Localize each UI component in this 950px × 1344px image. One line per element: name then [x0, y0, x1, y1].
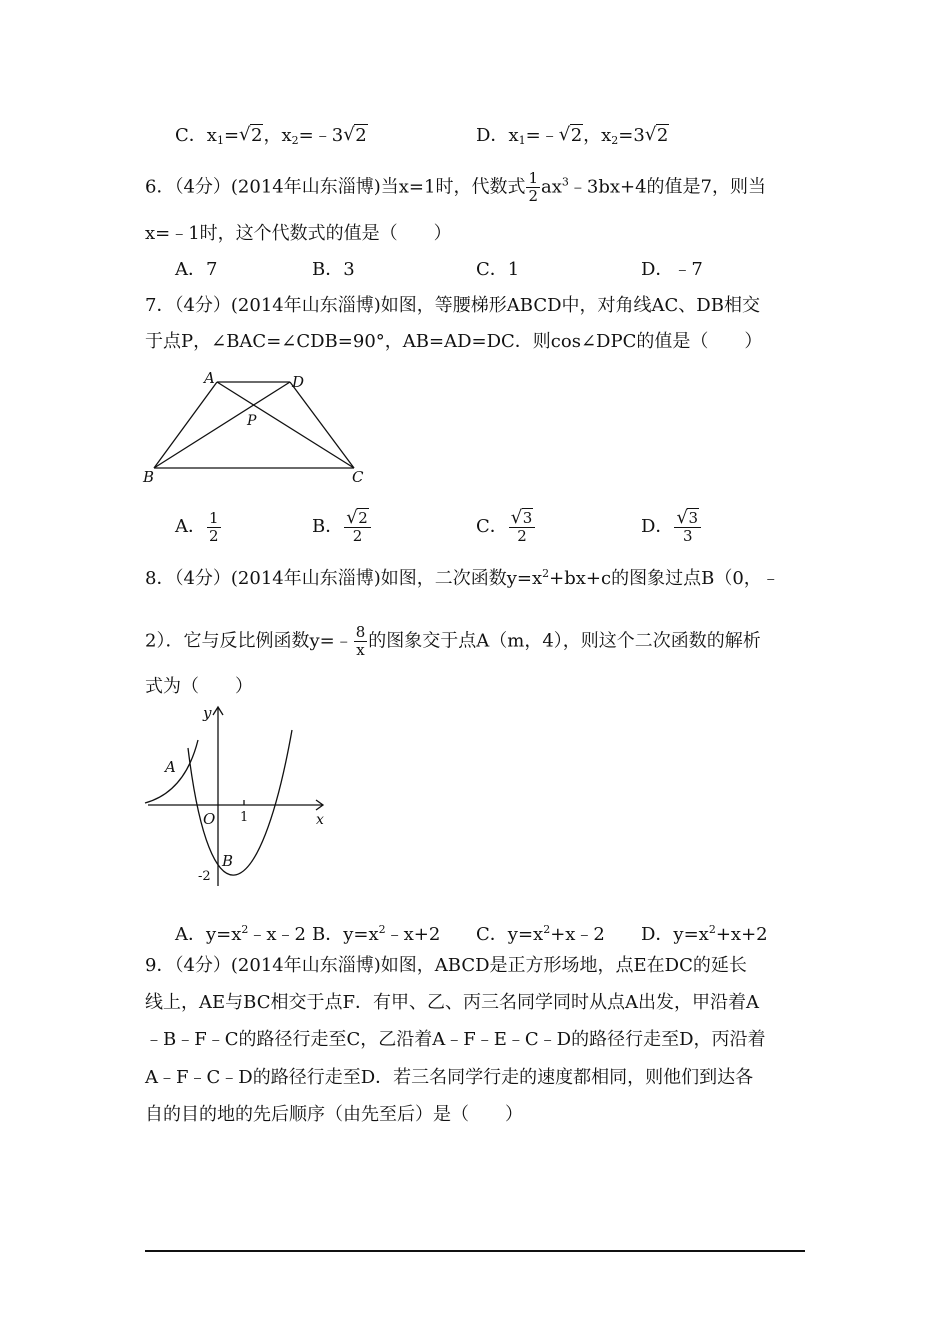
trapezoid-figure: [140, 368, 370, 488]
diagonal-db: [154, 382, 290, 468]
q6-option-b: B．3: [312, 259, 355, 280]
label-d: D: [292, 373, 305, 391]
q8-option-a: A．$y=x^2﹣x﹣2$: [175, 923, 307, 945]
q6-stem-line2: x=﹣1时，这个代数式的值是（ ）: [145, 223, 452, 244]
q7-stem-line2: 于点P，∠BAC=∠CDB=90°，AB=AD=DC．则cos∠DPC的值是（ ）: [145, 331, 763, 352]
label-b: B: [143, 468, 155, 486]
q5-option-c: C．$x_1=√$ 2，$x_2=﹣3√$ 2: [175, 124, 368, 153]
fraction: √ $\frac{3}{3}$: [674, 510, 701, 545]
parabola-curve: [188, 730, 292, 875]
q6-stem-line1: 6．（4分）(2014年山东淄博)当x=1时，代数式 $\frac{1}{2}$ $ax^3﹣3bx+4$的值是7，则当: [145, 169, 767, 205]
sqrt-symbol: √ 2: [343, 124, 367, 148]
sqrt-symbol: √ 2: [559, 124, 583, 148]
q9-stem-line3: ﹣B﹣F﹣C的路径行走至C，乙沿着A﹣F﹣E﹣C﹣D的路径行走至D，丙沿着: [145, 1029, 766, 1050]
label-one: 1: [240, 810, 249, 825]
q7-option-a: A． $\frac{1}{2}$: [175, 508, 219, 545]
sqrt-symbol: √ 2: [645, 124, 669, 148]
footer-divider: [145, 1250, 805, 1252]
fraction: $\frac{8}{x}$: [355, 623, 366, 659]
segment-dc: [290, 382, 354, 468]
q5-option-d: D．$x_1=﹣√$ 2，$x_2=3√$ 2: [476, 124, 669, 153]
diagonal-ac: [217, 382, 354, 468]
q6-option-d: D．﹣7: [641, 259, 703, 280]
label-origin: O: [203, 810, 216, 828]
fraction: $\frac{1}{2}$: [528, 169, 538, 205]
label-c: C: [352, 468, 364, 486]
q9-stem-line1: 9．（4分）(2014年山东淄博)如图，ABCD是正方形场地，点E在DC的延长: [145, 955, 747, 976]
q8-stem-line3: 式为（ ）: [145, 676, 253, 697]
q8-option-b: B．$y=x^2﹣x+2$: [312, 923, 441, 945]
label-b: B: [222, 852, 234, 870]
q7-option-c: C． √ $\frac{3}{2}$: [476, 508, 536, 546]
label-minus-two: -2: [198, 869, 211, 884]
sqrt-symbol: √ 2: [346, 510, 369, 527]
q8-option-d: D．$y=x^2+x+2$: [641, 923, 768, 945]
parabola-figure: [140, 700, 340, 890]
q9-stem-line2: 线上，AE与BC相交于点F．有甲、乙、丙三名同学同时从点A出发，甲沿着A: [145, 992, 759, 1013]
sqrt-symbol: √ 2: [239, 124, 263, 148]
q8-stem-line1: 8．（4分）(2014年山东淄博)如图，二次函数$y=x^2+bx+c$的图象过点B（0，﹣: [145, 567, 780, 589]
segment-ab: [154, 382, 217, 468]
q7-option-d: D． √ $\frac{3}{3}$: [641, 508, 702, 546]
q8-stem-line2: 2）．它与反比例函数y=﹣ $\frac{8}{x}$ 的图象交于点A（m，4），则这个二次函数的解析: [145, 623, 761, 659]
fraction: √ $\frac{3}{2}$: [509, 510, 536, 545]
q9-stem-line5: 自的目的地的先后顺序（由先至后）是（ ）: [145, 1104, 523, 1125]
q7-stem-line1: 7．（4分）(2014年山东淄博)如图，等腰梯形ABCD中，对角线AC、DB相交: [145, 295, 760, 316]
label-y-axis: y: [203, 704, 212, 722]
q8-option-c: C．$y=x^2+x﹣2$: [476, 923, 605, 945]
fraction: $\frac{1}{2}$: [209, 508, 219, 545]
q6-option-c: C．1: [476, 259, 520, 280]
label-a: A: [204, 369, 215, 387]
sqrt-symbol: √ 3: [676, 510, 699, 527]
sqrt-symbol: √ 3: [511, 510, 534, 527]
label-p: P: [247, 413, 257, 429]
q9-stem-line4: A﹣F﹣C﹣D的路径行走至D．若三名同学行走的速度都相同，则他们到达各: [145, 1067, 754, 1088]
q7-option-b: B． √ $\frac{2}{2}$: [312, 508, 372, 546]
label-x-axis: x: [316, 812, 324, 828]
q6-option-a: A．7: [175, 259, 218, 280]
fraction: √ $\frac{2}{2}$: [344, 510, 371, 545]
label-a: A: [165, 758, 176, 776]
